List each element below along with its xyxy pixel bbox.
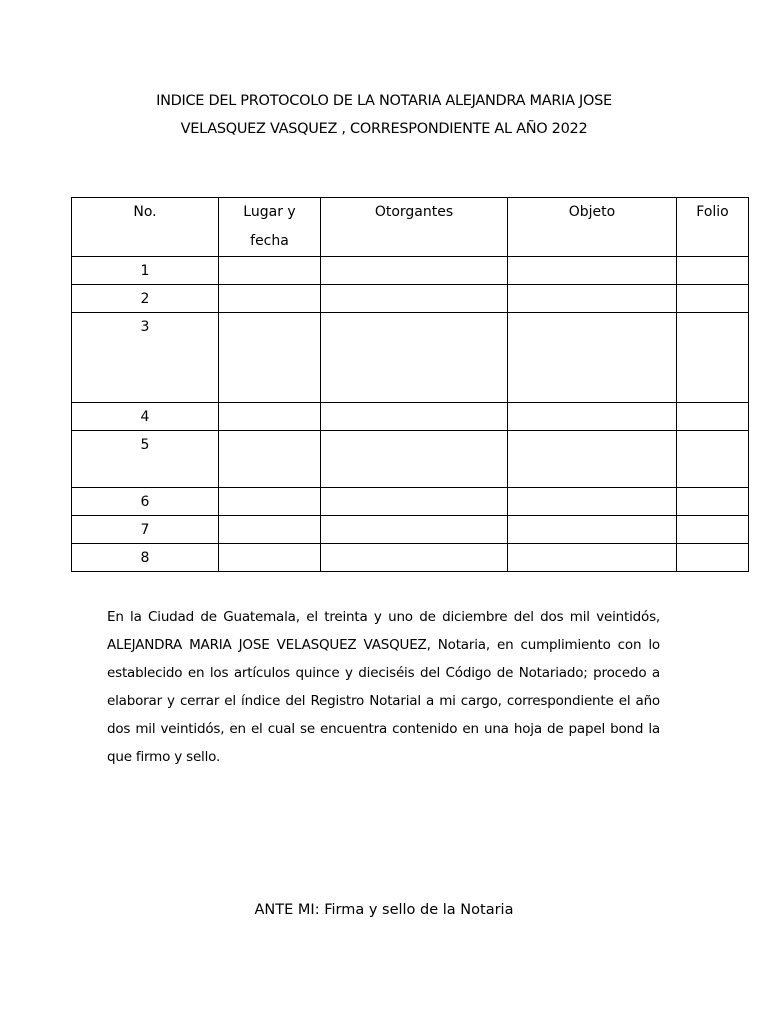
document-title-line-1: INDICE DEL PROTOCOLO DE LA NOTARIA ALEJANDRA MARIA JOSE bbox=[156, 93, 612, 109]
cell-otorgantes bbox=[321, 488, 508, 516]
cell-objeto bbox=[508, 285, 677, 313]
closing-line: establecido en los artículos quince y dieciséis del Código de Notariado; procedo a bbox=[107, 665, 660, 681]
cell-no: 7 bbox=[72, 516, 219, 544]
header-lugar-line-2: fecha bbox=[250, 233, 289, 249]
header-folio: Folio bbox=[677, 198, 749, 257]
cell-lugar bbox=[219, 544, 321, 572]
cell-folio bbox=[677, 313, 749, 403]
cell-folio bbox=[677, 431, 749, 488]
cell-no: 3 bbox=[72, 313, 219, 403]
header-no: No. bbox=[72, 198, 219, 257]
header-objeto: Objeto bbox=[508, 198, 677, 257]
cell-lugar bbox=[219, 516, 321, 544]
cell-objeto bbox=[508, 516, 677, 544]
cell-folio bbox=[677, 544, 749, 572]
cell-folio bbox=[677, 516, 749, 544]
header-lugar-line-1: Lugar y bbox=[243, 204, 296, 220]
closing-line: ALEJANDRA MARIA JOSE VELASQUEZ VASQUEZ, Notaria, en cumplimiento con lo bbox=[107, 637, 660, 653]
cell-lugar bbox=[219, 431, 321, 488]
cell-objeto bbox=[508, 431, 677, 488]
cell-no: 4 bbox=[72, 403, 219, 431]
table-row bbox=[72, 313, 749, 403]
closing-line: que firmo y sello. bbox=[107, 749, 221, 765]
cell-objeto bbox=[508, 544, 677, 572]
cell-folio bbox=[677, 257, 749, 285]
cell-folio bbox=[677, 488, 749, 516]
cell-lugar bbox=[219, 313, 321, 403]
protocol-index-table bbox=[71, 197, 749, 572]
cell-otorgantes bbox=[321, 313, 508, 403]
table-row bbox=[72, 488, 749, 516]
signature-line: ANTE MI: Firma y sello de la Notaria bbox=[254, 902, 514, 918]
closing-paragraph bbox=[107, 603, 660, 771]
table-row bbox=[72, 431, 749, 488]
cell-otorgantes bbox=[321, 257, 508, 285]
cell-objeto bbox=[508, 488, 677, 516]
cell-objeto bbox=[508, 257, 677, 285]
closing-line: dos mil veintidós, en el cual se encuentra contenido en una hoja de papel bond la bbox=[107, 721, 660, 737]
cell-lugar bbox=[219, 403, 321, 431]
cell-otorgantes bbox=[321, 403, 508, 431]
cell-otorgantes bbox=[321, 431, 508, 488]
document-title-line-2: VELASQUEZ VASQUEZ , CORRESPONDIENTE AL AÑO 2022 bbox=[180, 121, 588, 137]
table-row bbox=[72, 516, 749, 544]
cell-folio bbox=[677, 403, 749, 431]
cell-no: 8 bbox=[72, 544, 219, 572]
table-row bbox=[72, 285, 749, 313]
table-row bbox=[72, 257, 749, 285]
cell-no: 1 bbox=[72, 257, 219, 285]
cell-objeto bbox=[508, 313, 677, 403]
cell-no: 2 bbox=[72, 285, 219, 313]
cell-otorgantes bbox=[321, 285, 508, 313]
table-row bbox=[72, 544, 749, 572]
cell-lugar bbox=[219, 285, 321, 313]
cell-otorgantes bbox=[321, 544, 508, 572]
cell-lugar bbox=[219, 488, 321, 516]
table-header-row bbox=[72, 198, 749, 257]
cell-objeto bbox=[508, 403, 677, 431]
cell-folio bbox=[677, 285, 749, 313]
cell-no: 5 bbox=[72, 431, 219, 488]
cell-otorgantes bbox=[321, 516, 508, 544]
closing-line: En la Ciudad de Guatemala, el treinta y uno de diciembre del dos mil veintidós, bbox=[107, 609, 660, 625]
table-row bbox=[72, 403, 749, 431]
cell-lugar bbox=[219, 257, 321, 285]
header-lugar-fecha bbox=[219, 198, 321, 257]
cell-no: 6 bbox=[72, 488, 219, 516]
closing-line: elaborar y cerrar el índice del Registro Notarial a mi cargo, correspondiente el año bbox=[107, 693, 660, 709]
header-otorgantes: Otorgantes bbox=[321, 198, 508, 257]
